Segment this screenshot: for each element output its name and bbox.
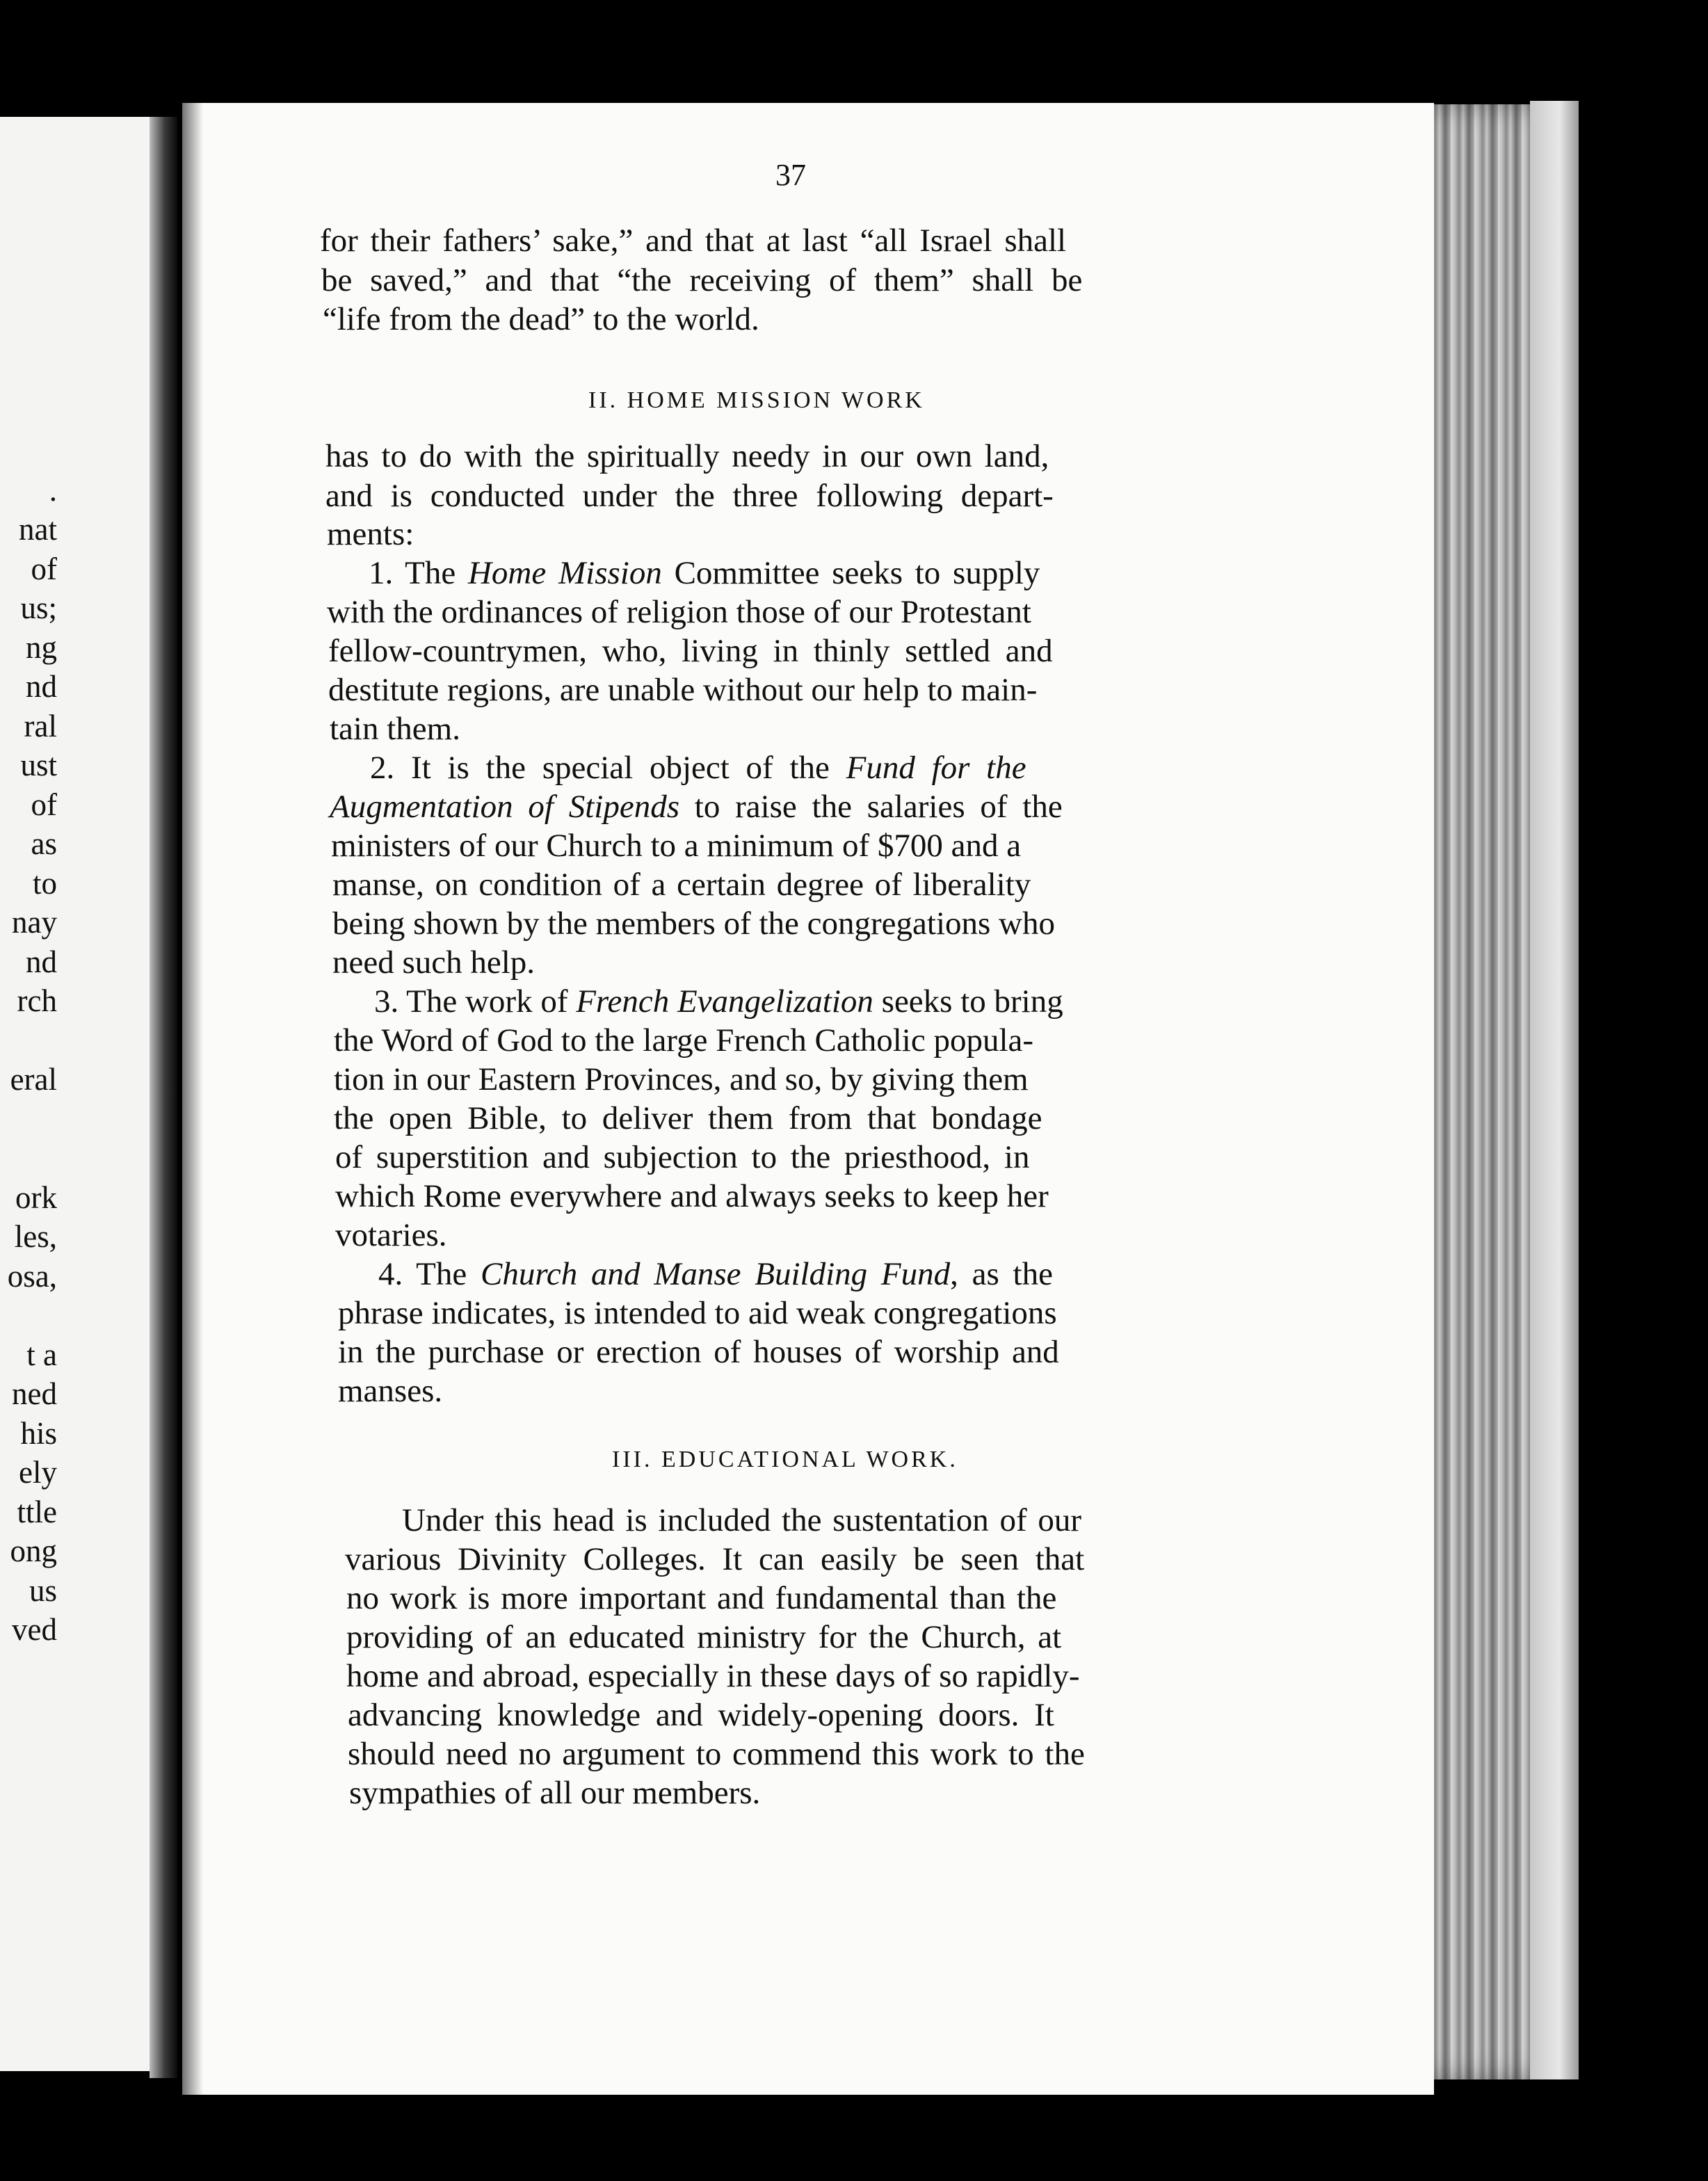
left-page-fragment: les, [14,1219,57,1254]
left-page-fragment: his [20,1415,57,1451]
book-gutter [150,117,177,2078]
left-page-fragment: ned [12,1376,57,1411]
page-gutter-shadow [182,103,203,2095]
left-page-fragment: nat [19,512,57,547]
text-line: and is conducted under the three following depart- [325,478,1054,514]
text-line: sympathies of all our members. [349,1775,761,1811]
left-page-fragment: rch [17,983,57,1018]
text-line: manses. [338,1373,443,1409]
list-item-3-lead: 3. The work of [374,983,577,1020]
left-page-fragment: of [31,551,57,586]
left-page-fragment [0,1100,57,1139]
left-page-fragment: osa, [7,1258,57,1294]
left-page-fragment [0,1138,57,1178]
text-line: destitute regions, are unable without our help to main- [328,672,1038,708]
text-line: with the ordinances of religion those of our Protestant [327,594,1031,630]
list-item-4-first-line [378,1255,1053,1294]
text-line: manse, on condition of a certain degree of liberality [332,867,1031,903]
text-line: need such help. [332,944,535,981]
left-page-fragment: nd [26,669,57,704]
list-item-3-first-line [374,982,1063,1021]
left-facing-page [0,117,161,2071]
text-line: ments: [327,516,414,552]
list-item-2-rest: to raise the salaries of the [679,789,1063,825]
text-line: be saved,” and that “the receiving of them” shall be [321,262,1083,298]
list-item-2-italic-cont: Augmentation of Stipends [330,789,680,825]
list-item-2-first-line [370,748,1026,787]
left-page-fragment: nay [12,905,57,940]
text-line: phrase indicates, is intended to aid weak congregations [338,1295,1057,1331]
text-line: no work is more important and fundamental than the [346,1580,1057,1616]
text-line: in the purchase or erection of houses of worship and [338,1334,1059,1370]
list-item-2-italic: Fund for the [846,750,1026,786]
left-page-fragment [0,353,57,392]
left-page-fragment: ely [19,1455,57,1490]
list-item-4-lead: 4. The [378,1256,481,1292]
text-line: tain them. [330,711,460,747]
left-page-fragment: as [31,826,57,861]
text-line: which Rome everywhere and always seeks to keep her [335,1178,1049,1214]
left-page-fragment: ng [26,629,57,665]
left-page-text-fragments [0,117,57,2071]
text-line: home and abroad, especially in these days of so rapidly- [346,1658,1080,1694]
left-page-fragment [0,1296,57,1335]
left-page-fragment [0,117,57,156]
left-page-fragment: ust [20,748,57,782]
text-line: “life from the dead” to the world. [323,301,759,337]
text-line: Under this head is included the sustentation of our [402,1502,1082,1538]
left-page-fragment: nd [26,944,57,979]
page-number: 37 [775,158,806,192]
left-page-fragment [0,156,57,196]
list-item-2-second-line [330,787,1063,826]
left-page-fragment: us; [20,590,57,625]
left-page-fragment [0,1021,57,1061]
text-line: tion in our Eastern Provinces, and so, by giving them [334,1061,1029,1097]
book-fore-edge-outer [1530,101,1579,2079]
left-page-fragment: ork [15,1180,57,1215]
list-item-2-lead: 2. It is the special object of the [370,750,846,786]
text-line: fellow-countrymen, who, living in thinly settled and [328,633,1053,669]
left-page-fragment: . [49,472,57,508]
left-page-fragment [0,274,57,314]
list-item-4-italic: Church and Manse Building Fund [480,1256,951,1292]
text-line: providing of an educated ministry for the Church, at [346,1619,1062,1655]
text-line: the open Bible, to deliver them from that bondage [334,1100,1042,1136]
text-line: advancing knowledge and widely-opening doors. It [348,1697,1054,1733]
text-line: of superstition and subjection to the priesthood, in [335,1139,1030,1175]
list-item-4-rest: , as the [950,1256,1053,1292]
left-page-fragment: ved [12,1612,57,1647]
list-item-1-italic: Home Mission [467,555,662,591]
left-page-fragment: to [32,865,57,901]
section-heading-home-mission: II. HOME MISSION WORK [588,387,925,413]
list-item-3-italic: French Evangelization [576,983,873,1020]
left-page-fragment: ttle [17,1494,57,1529]
left-page-fragment: t a [26,1337,57,1372]
list-item-1-rest: Committee seeks to supply [661,555,1040,591]
list-item-3-rest: seeks to bring [873,983,1063,1020]
left-page-fragment: ong [10,1534,57,1568]
left-page-fragment: ral [24,708,57,743]
list-item-1-lead: 1. The [369,555,468,591]
text-line: being shown by the members of the congregations who [332,906,1056,942]
left-page-fragment: us [29,1572,57,1608]
left-page-fragment [0,431,57,471]
text-line: the Word of God to the large French Catholic popula- [334,1022,1034,1059]
left-page-fragment: eral [10,1062,57,1097]
text-line: should need no argument to commend this work to the [348,1736,1085,1772]
left-page-fragment [0,392,57,432]
left-page-fragment: of [31,787,57,822]
text-line: has to do with the spiritually needy in our own land, [325,438,1049,474]
left-page-fragment [0,235,57,275]
left-page-fragment [0,314,57,353]
section-heading-educational: III. EDUCATIONAL WORK. [612,1447,958,1472]
text-line: various Divinity Colleges. It can easily be seen that [345,1541,1085,1577]
list-item-1-first-line [369,554,1040,593]
text-line: ministers of our Church to a minimum of $700 and a [331,828,1022,864]
text-line: votaries. [335,1217,447,1253]
text-line: for their fathers’ sake,” and that at last “all Israel shall [320,223,1067,259]
left-page-fragment [0,195,57,235]
